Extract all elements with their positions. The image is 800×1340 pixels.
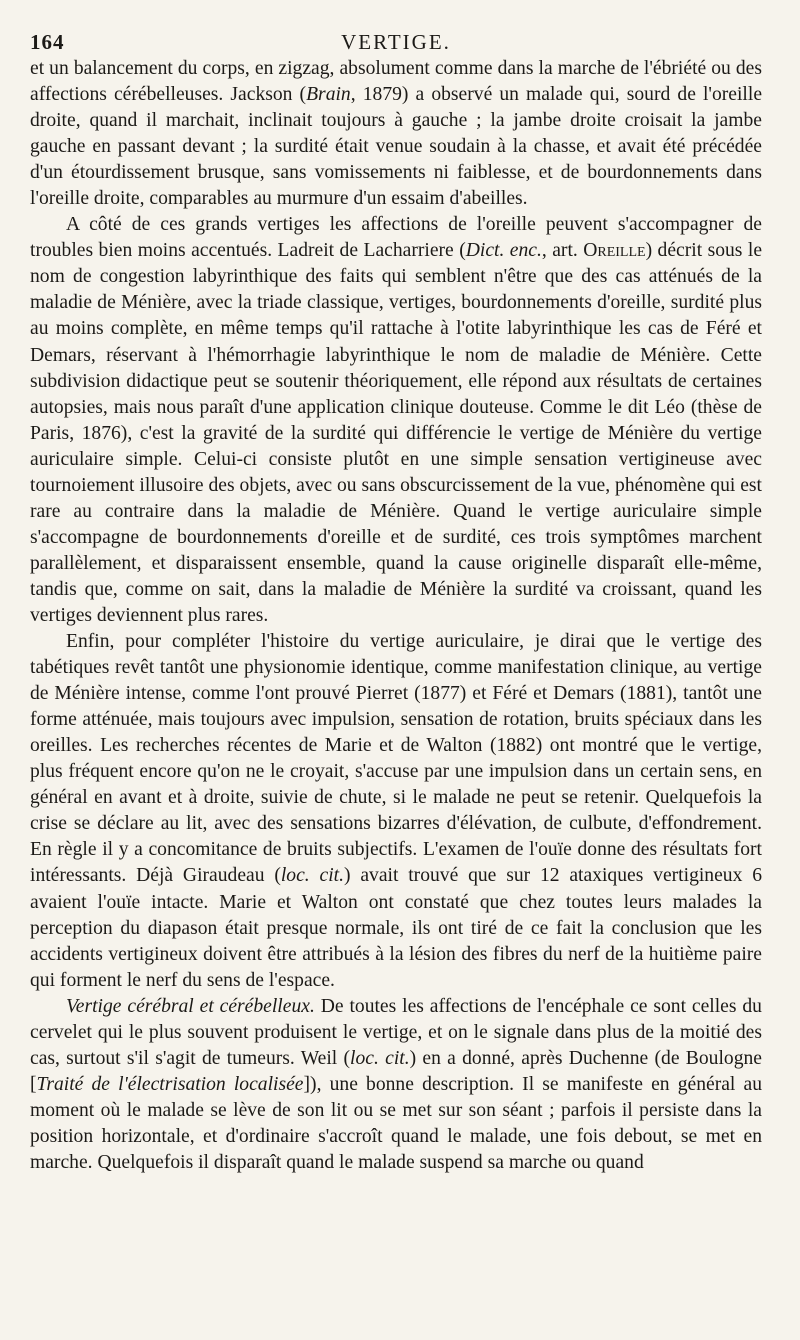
- p2-text-a: A côté de ces grands vertiges les affections de l'oreille peuvent s'accompagner de troubles bien moins accentués. Ladreit de Lacharriere (: [30, 214, 762, 262]
- paragraph-2: [30, 212, 762, 629]
- p1-text-a: et un balancement du corps, en zigzag, absolument comme dans la marche de l'ébriété ou des affections cérébelleuses. Jackson (: [30, 58, 762, 106]
- body-text: [30, 56, 762, 1176]
- paragraph-4: [30, 994, 762, 1176]
- running-head: [30, 22, 762, 56]
- p4-text-d: ) en a donné, après Duchenne (de Boulogne [: [30, 1047, 762, 1095]
- running-title: VERTIGE.: [341, 30, 451, 54]
- p4-text-f: ]), une bonne description. Il se manifeste en général au moment où le malade se lève de son lit ou se met sur son séant ; parfois il persiste dans la position horizontale, et d'ordinaire s'accroît quand le malade, une fois debout, se met en marche. Quelquefois il disparaît quand le malade suspend sa marche ou quand: [30, 1073, 762, 1173]
- p1-text-c: , 1879) a observé un malade qui, sourd de l'oreille droite, quand il marchait, inclinait toujours à gauche ; la jambe droite croisait la jambe gauche en passant devant ; la surdité était venue soudain à la chasse, et avait été précédée d'un étourdissement brusque, sans vomissements ni faiblesse, et de bourdonnements dans l'oreille droite, comparables au murmure d'un essaim d'abeilles.: [30, 84, 763, 210]
- p4-loc-cit: loc. cit.: [350, 1047, 410, 1069]
- p1-citation-brain: Brain: [306, 84, 351, 106]
- p4-text-b: De toutes les affections de l'encéphale ce sont celles du cervelet qui le plus souvent produisent le vertige, et on le signale dans plus de la moitié des cas, surtout s'il s'agit de tumeurs. Weil (: [30, 995, 762, 1069]
- p2-citation-dict: Dict. enc.: [465, 240, 542, 262]
- paragraph-3: [30, 629, 762, 994]
- p4-book-title: Traité de l'électrisation localisée: [36, 1073, 304, 1095]
- p2-article-oreille: Oreille: [583, 240, 646, 262]
- p2-text-e: ) décrit sous le nom de congestion labyrinthique des faits qui semblent n'être que des cas atténués de la maladie de Ménière, avec la triade classique, vertiges, bourdonnements d'oreille, surdité plus au moins complète, en même temps qu'il rattache à l'otite labyrinthique les cas de Féré et Demars, réservant à l'hémorrhagie labyrinthique le nom de maladie de Ménière. Cette subdivision didactique peut se soutenir théoriquement, elle répond aux résultats de certaines autopsies, mais nous paraît d'une application clinique douteuse. Comme le dit Léo (thèse de Paris, 1876), c'est la gravité de la surdité qui différencie le vertige de Ménière du vertige auriculaire simple. Celui-ci consiste plutôt en une simple sensation vertigineuse avec tournoiement illusoire des objets, avec ou sans obscurcissement de la vue, phénomène qui est rare au contraire dans la maladie de Ménière. Quand le vertige auriculaire simple s'accompagne de bourdonnements d'oreille et de surdité, ces trois symptômes marchent parallèlement, et disparaissent ensemble, quand la cause originelle disparaît elle-même, tandis que, comme on sait, dans la maladie de Ménière la surdité va croissant, quand les vertiges deviennent plus rares.: [30, 240, 763, 626]
- p3-text-c: ) avait trouvé que sur 12 ataxiques vertigineux 6 avaient l'ouïe intacte. Marie et Walton ont constaté que chez toutes leurs malades la perception du diapason était presque normale, ils ont tiré de ce fait la conclusion que les accidents vertigineux doivent être attribués à la lésion des fibres du nerf de la huitième paire qui forment le nerf du sens de l'espace.: [30, 865, 763, 991]
- p3-text-a: Enfin, pour compléter l'histoire du vertige auriculaire, je dirai que le vertige des tabétiques revêt tantôt une physionomie identique, comme manifestation clinique, au vertige de Ménière intense, comme l'ont prouvé Pierret (1877) et Féré et Demars (1881), tantôt une forme atténuée, mais toujours avec impulsion, sensation de rotation, bruits spéciaux dans les oreilles. Les recherches récentes de Marie et de Walton (1882) ont montré que le vertige, plus fréquent encore qu'on ne le croyait, s'accuse par une impulsion dans un certain sens, en général en avant et à droite, suivie de chute, si le malade ne peut se retenir. Quelquefois la crise se déclare au lit, avec des sensations bizarres d'élévation, de culbute, d'effondrement. En règle il y a concomitance de bruits subjectifs. L'examen de l'ouïe donne des résultats fort intéressants. Déjà Giraudeau (: [30, 631, 762, 887]
- page-number: 164: [30, 30, 65, 54]
- paragraph-1: [30, 56, 762, 212]
- p2-text-c: , art.: [541, 240, 584, 262]
- p3-loc-cit: loc. cit.: [280, 865, 344, 887]
- p4-section-heading: Vertige cérébral et cérébelleux.: [66, 995, 315, 1017]
